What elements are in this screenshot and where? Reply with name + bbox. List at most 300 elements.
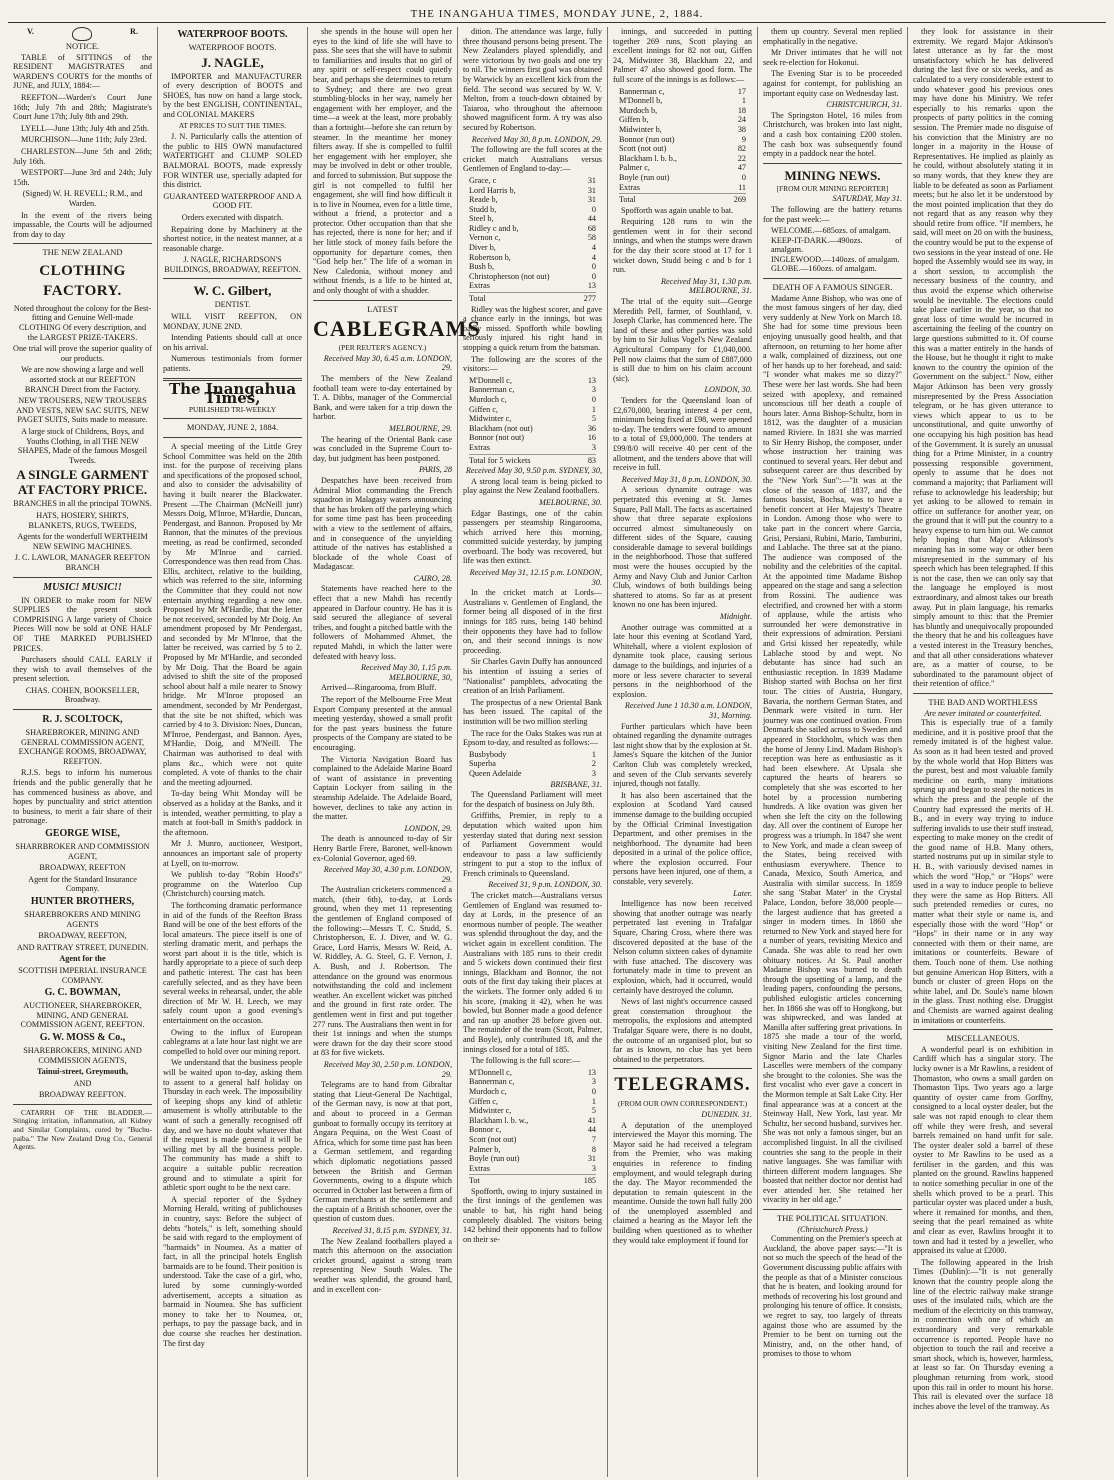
- player-runs: 82: [737, 144, 746, 154]
- player-name: Scott (not out): [469, 1134, 517, 1144]
- cable-paragraph: Another outrage was committed at a late hour this evening at Scotland Yard, Whitehall, where a violent explosion of dynamite took place, causing serious damage to the buildings, and injuries of a more or less severe character to several persons in the neighborhood of the explosion.: [613, 622, 752, 699]
- dateline: Received May 31, 8 p.m. LONDON, 30.: [621, 474, 752, 484]
- cable-paragraph: Arrived—Ringarooma, from Bluff.: [321, 683, 437, 693]
- hunter-text: SHAREBROKERS AND MINING AGENTS: [24, 909, 141, 929]
- scoltock-title: R. J. SCOLTOCK,: [42, 714, 123, 726]
- player-runs: 13: [587, 281, 596, 291]
- cable-paragraph: Tenders for the Queensland loan of £2,670,000, bearing interest 4 per cent, minimum being fixed at £98, were opened to-day. The tenders were found to amount to a total of £9,000,000. The tenders at £99/8/0 will receive 40 per cent of the allotment, and the tenders above that will receive in full.: [613, 395, 752, 473]
- column-2: [158, 27, 308, 1477]
- player-name: Bonnor (not out): [469, 433, 525, 443]
- cable-paragraph: Further particulars which have been obtained regarding the dynamite outrages last night show that by the explosion at St. James's Square the kitchen of the Junior Carlton Club was completely wrecked, and seven of the Club servants severely injured, though not fatally.: [613, 721, 752, 789]
- score-total: [469, 292, 596, 304]
- cable-paragraph: Spofforth was again unable to bat.: [621, 205, 734, 215]
- wise-text: BROADWAY, REEFTON: [39, 863, 126, 873]
- score-row: [619, 183, 746, 193]
- dateline: Received May 31, 1.30 p.m. MELBOURNE, 31.: [661, 276, 752, 296]
- player-runs: 0: [591, 394, 596, 404]
- gilbert-text: WILL VISIT REEFTON, ON MONDAY, JUNE 2ND.: [163, 312, 302, 331]
- score-row: [619, 106, 746, 116]
- score-row: [469, 395, 596, 405]
- player-runs: 13: [587, 375, 596, 385]
- factory-sub: THE NEW ZEALAND: [42, 247, 123, 258]
- wise-text: SHARRBROKER AND COMMISSION AGENT,: [15, 842, 150, 861]
- garment-text: HATS, HOSIERY, SHIRTS, BLANKETS, RUGS, TWEEDS,: [28, 510, 137, 530]
- battery-return: INGLEWOOD.—140ozs. of amalgam.: [771, 254, 900, 264]
- article-paragraph: The following appeared in the Irish Times (Dublin):—"It is not generally known that the country people along the line of the electric railway make strange uses of the insulated rails, which are the medium of the electricity on this tramway, in connection with one of which an extraordinary and very remarkable occurrence is reported. People have no objection to touch the rail and receive a smart shock, which is, however, harmless, at least so far. On Thursday evening a ploughman returning from work, stood upon this rail in order to mount his horse. This rail is elevated over the surface 18 inches above the level of the tramway. As: [913, 1257, 1053, 1411]
- cablegrams-title: CABLEGRAMS: [313, 316, 481, 342]
- player-name: Midwinter c,: [469, 414, 512, 424]
- player-name: Midwinter b,: [619, 124, 662, 134]
- player-name: Christopherson (not out): [469, 271, 550, 281]
- player-runs: 4: [591, 252, 596, 262]
- dateline: LONDON, 30.: [704, 385, 752, 395]
- score-row: [469, 1154, 596, 1164]
- score-row: [619, 135, 746, 145]
- player-runs: 31: [587, 185, 596, 195]
- cable-paragraph: The Australian cricketers commenced a match, (their 6th), to-day, at Lords ground, when they met 11 representing the gentlemen of England composed of the following:—Messrs T. C. Studd, S. Christopherson, E. J. Diver, and W. G. Grace, Lord Harris, Messrs W. Reid, A. W. Riddley, A. G. Steel, G. F. Vernon, J. A. Bush, and J. Robertson. The attendance on the ground was enormous notwithstanding the cold and inclement weather. An excellent wicket was pitched and the ground in first rate order. The gentlemen went in first and put together 277 runs. The Australians then went in for their 1st innings and when the stumps were drawn for the day their score stood at 83 for five wickets.: [313, 885, 452, 1058]
- divider: [163, 418, 302, 419]
- dateline: SATURDAY, May 31.: [832, 194, 902, 204]
- dateline: BRISBANE, 31.: [550, 779, 602, 789]
- notice-reefton: REEFTON—Warden's Court June 16th; July 7th and 28th; Magistrate's Court June 17th; July 8th and 29th.: [13, 92, 152, 122]
- player-name: Boyle (run out): [469, 1154, 520, 1164]
- score-row: [469, 1077, 596, 1087]
- notice-lyell: LYELL—June 13th; July 4th and 25th.: [21, 123, 149, 133]
- player-name: M'Donnell b,: [619, 96, 663, 106]
- dateline: DUNEDIN. 31.: [701, 1109, 752, 1119]
- music-text: Purchasers should CALL EARLY if they wish to avail themselves of the present selection.: [13, 655, 152, 684]
- dateline: PARIS, 28: [418, 465, 452, 475]
- notice-westport: WESTPORT—June 3rd and 24th; July 15th.: [13, 168, 152, 187]
- player-name: Robertson b,: [469, 252, 511, 262]
- score-row: [469, 1125, 596, 1135]
- player-name: Murdoch c,: [469, 394, 507, 404]
- royal-arms: [27, 27, 138, 41]
- player-name: Boyle (run out): [619, 172, 670, 182]
- nagle-text: IMPORTER and MANUFACTURER of every description of BOOTS and SHOES, has now on hand a large stock, by the best ENGLISH, CONTINENTAL, and COLONIAL MAKERS: [163, 71, 302, 119]
- notice-charleston: CHARLESTON—June 5th and 26th; July 16th.: [13, 146, 152, 166]
- garment-title: A SINGLE GARMENT AT FACTORY PRICE.: [16, 467, 149, 498]
- player-runs: 3: [591, 1077, 596, 1087]
- column-6: [758, 27, 908, 1477]
- article-paragraph: Mr J. Munro, auctioneer, Westport, announces an important sale of property at Lyell, on to-morrow.: [163, 839, 302, 868]
- garment-text: Agents for the wonderfull WERTHEIM NEW SEWING MACHINES.: [17, 532, 148, 551]
- column-1: [8, 27, 158, 1477]
- player-runs: 0: [591, 262, 596, 272]
- player-runs: 5: [591, 1106, 596, 1116]
- player-runs: 38: [737, 124, 746, 134]
- hunter-title: HUNTER BROTHERS,: [30, 895, 135, 907]
- player-name: Bannerman c,: [469, 1077, 515, 1087]
- notice-body: TABLE of SITTINGS of the RESIDENT MAGISTRATES and WARDEN'S COURTS for the months of JUNE, and JULY, 1884:—: [13, 52, 152, 91]
- player-name: Extras: [469, 281, 490, 291]
- divider: [163, 437, 302, 438]
- hunter-text: AND RATTRAY STREET, DUNEDIN.: [16, 942, 149, 952]
- total-label: Tot: [469, 1176, 480, 1186]
- player-runs: 1: [741, 96, 746, 106]
- nagle-signature: J. NAGLE, RICHARDSON'S BUILDINGS, BROADWAY, REEFTON.: [164, 255, 301, 274]
- player-name: Bonnor (run out): [619, 134, 675, 144]
- article-paragraph: Madame Anne Bishop, who was one of the most famous singers of her day, died very suddenly at New York on March 18. She had for some time previous been enjoying unusually good health, and that afternoon, on returning to her home after a walk, complained of dizziness, out one of her hands up to her forehead, and said: "I wonder what makes me so dizzy?" These were her last words. She had been seized with apoplexy, and remained unconscious till her death a couple of hours later. Anna Bishop-Schultz, born in 1812, was the daughter of a musician named Riviere. In 1831 she was married to Sir Henry Bishop, the composer, under whose instruction her training was continued to several years. Her debut and subsequent career are thus described by the "New York Sun":—"It was at the close of the season of 1837, and the famous bassist, Bochsa, was to have a benefit concert at Her Majesty's Theatre in London. Among those who were to take part in the concert where Garcia, Grisi, Persiani, Rubini, Mario, Tamburini, and Lablache. The three sat at the piano. The audience was composed of the nobility and the celebrities of the capital. At the appointed time Madame Bishop appeared on the stage and sang a selection from Rossini. The audience was electrified, and crowned her with a storm of applause, while the artists who surrounded her were demonstrative in their expressions of admiration. Persiani and Grisi kissed her repeatedly, while Lablache stood by and wept. No debutante has since had such an enthusiastic reception. In 1839 Madame Bishop started with Bochsa on her first tour. The cities of Austria, Hungary, Bavaria, the northern German States, and Denmark were visited in turn. Her journey was one continued ovation. From Denmark she sailed across to Sweden and appeared in Stockholm, which was then the home of Jenny Lind. Madam Bishop's reception was here as enthusiastic as it had been elsewhere. At Upsala she captured the hearts of hearers so completely that she was escorted to her hotel by a procession numbering hundreds. A like ovation was given her when she left the city on the following day. All over the continent of Europe her progress was a triumph. In 1847 she went to New York, and made a clean sweep of the States, being received with enthusiasm everywhere. Thence to Canada, Mexico, South America, and Australia with similar success. In 1859 she sang 'Stabat Mater' in the Crystal Palace, London, before 38,000 people—the largest audience that has greeted a singer in modern times. In 1860 she returned to New York and stayed here for a number of years, revisiting Mexico and Canada. She was able to read her own obituary notices. At St. Paul another Madame Bishop was burned to death through the upsetting of a lamp, and the leading papers, confounding the persons, published eulogistic articles concerning her. In 1866 she was off to Hongkong, but was shipwrecked, and was landed at Manilla after suffering great privations. In 1875 she made a tour of the world, visiting New Zealand for the first time. Signor Mario and the late Charles Lascelles were members of the company she brought to the colonies. She was the first vocalist who ever gave a concert in the Mormon temple at Salt Lake City. Her final appearance was at a concert at the Steinway Hall, New York, last year. Mr Schultz, her second husband, survives her. She was not only a famous singer, but an accomplished linguist. In all the civilised countries she sang to the people in their native languages. She was familiar with thirteen different modern languages. She boasted that neither doctor nor dentist had ever attended her. She retained her vivacity in her old age.": [763, 293, 902, 1205]
- gilbert-text: DENTIST.: [214, 300, 251, 310]
- cable-paragraph: The death is announced to-day of Sir Henry Bartle Frere, Baronet, well-known ex-Colonial Governor, aged 69.: [313, 834, 452, 863]
- bad-title: THE BAD AND WORTHLESS: [928, 696, 1038, 707]
- cable-paragraph: The trial of the equity suit—George Meredith Pell, farmer, of Southland, v. Joseph Clarke, has commenced here. The land of these and other parties was sold by him to Sir Julius Vogel's New Zealand Agricultural Company for £1,040,000. Pell now claims that the sum of £887,000 is still due to him on his claim account (sic).: [613, 297, 752, 383]
- score-row: [469, 205, 596, 215]
- factory-text: NEW TROUSERS, NEW TROUSERS AND VESTS, NEW SAC SUITS, NEW PAGET SUITS, Suits made to measure.: [16, 396, 149, 425]
- article-paragraph: To-day being Whit Monday will be observed as a holiday at the Banks, and it is intended, weather permitting, to play a match at foot-ball in Smith's paddock in the afternoon.: [163, 789, 302, 837]
- nagle-text: AT PRICES TO SUIT THE TIMES.: [178, 120, 287, 130]
- cable-paragraph: The report of the Melbourne Free Meat Export Company presented at the annual meeting yesterday, showed a small profit for the past years business the future prospects of the Company are stated to be encouraging.: [313, 695, 452, 752]
- score-row: [619, 173, 746, 183]
- player-name: Blackham (not out): [469, 423, 533, 433]
- divider: [913, 693, 1053, 694]
- player-name: Bonnor c,: [469, 1125, 502, 1135]
- player-runs: 47: [737, 163, 746, 173]
- cable-paragraph: Sir Charles Gavin Duffy has announced his intention of issuing a series of "Nationalist" pamphlets, advocating the creation of an Irish Parliament.: [463, 657, 602, 696]
- oaks-results: [463, 750, 602, 779]
- wise-title: GEORGE WISE,: [45, 828, 120, 839]
- cable-paragraph: Griffiths, Premier, in reply to a deputation which waited upon him yesterday stated that during next session of Parliament Government would endeavour to pass a law sufficiently stringent to put a stop to the influx of French criminals to Queensland.: [463, 811, 602, 878]
- player-name: Bannerman c,: [469, 385, 515, 395]
- telegram-paragraph: The Evening Star is to be proceeded against for contempt, for publishing an important equity case on Wednesday last.: [763, 69, 902, 98]
- music-text: IN ORDER to make room for NEW SUPPLIES the present stock COMPRISING A large variety of Choice Pieces Will now be sold at ONE HALF OF THE MARKED PUBLISHED PRICES.: [13, 595, 152, 653]
- article-paragraph: she spends in the house will open her eyes to the kind of life she will have to pass. She sees that she will have to submit to familiarities and insults that no girl of any spirit or self-respect could quietly bear, and perhaps she determines to return to Sydney; and there are two great stumbling-blocks in her way, namely her engagement with her employer, and the time—a week at the least, more probably than a fortnight—before she can return by steamer. In the meantime her money filters away. If she is compelled to fulfil her engagement with her employer, she may be involved in debt or other trouble, and forced to submission. But suppose the girl is not compelled to fulfil her engagement, she will find how difficult it is to live in Noumea, even for a little time, without a friend, a protector and a protector. Other occupation than that she has rejected, there is none for her; and if her little stock of money fails before the opportunity for departure comes, then "God help her." The life of a woman in New Caledonia, without money and without friends, is a life to be hinted at, and only thought of with a shudder.: [313, 27, 452, 296]
- player-name: M'Donnell c,: [469, 375, 512, 385]
- moss-text: SHAREBROKERS, MINING AND COMMISSION AGENTS,: [23, 1045, 142, 1065]
- gilbert-text: Numerous testimonials from former patients.: [163, 354, 302, 374]
- player-runs: 7: [591, 1134, 596, 1144]
- hunter-text: SCOTTISH IMPERIAL INSURANCE COMPANY.: [18, 965, 147, 985]
- article-paragraph: A special meeting of the Little Grey School Committee was held on the 28th inst. for the purpose of receiving plans and specifications of the proposed school, and also to consider the advisability of having it built nearer the Blackwater. Present —The Chairman (McNeill junr) Messrs Doig, M'Inroe, M'Hardie, Duncan, Pendergast, and Bannon. Proposed by Mr Bannon, that the minutes of the previous meeting, as read be confirmed, seconded by Mr M'Inroe and carried. Correspondence was then read from Chas. Ellis, architect, relative to the building, which was referred to the site, informing the Committee that they could not now entertain anything regarding a new one. Proposed by Mr M'Hardie, that the letter be not received, seconded by Mr Doig. An amendment proposed by Mr Pendergast, and seconded by Mr M'Inroe, that the latter be received, was carried by 5 to 2. Proposed by Mr M'Hardie, and seconded by Mr Doig. That the Board be again advised to shift the site of the proposed school about half a mile nearer to Snowy bridge. Mr M'Inroe proposed an amendment, seconded by Mr Pendergast, that the site be not shifted, which was carried by 4 to 3. Division: Noes, Duncan, M'Inroe, Pendergast, and Bannon. Ayes, M'Hardie, Doig, and M'Neill. The Chairman was authorised to deal with plans &c., which were not quite completed. A vote of thanks to the chair and the meeting adjourned.: [163, 442, 302, 787]
- telegrams-title: TELEGRAMS.: [614, 1074, 751, 1096]
- factory-text: We are now showing a large and well assorted stock at our REEFTON BRANCH Direct from the Factory.: [21, 365, 144, 394]
- moss-title: G. W. MOSS & Co.,: [39, 1031, 126, 1043]
- total-label: Total: [619, 195, 636, 205]
- dateline: Received May 30, 2.50 p.m. LONDON, 29.: [323, 1059, 452, 1079]
- garment-text: BRANCHES in all the principal TOWNS.: [13, 499, 152, 509]
- article-paragraph: This is especially true of a family medicine, and it is positive proof that the remedy imitated is of the highest value. As soon as it had been tested and proved by the whole world that Hop Bitters was the purest, best and most valuable family medicine on earth, many imitations sprung up and began to steal the notices in which the press and the people of the Country had expressed the merits of H. B., and in every way trying to induce suffering invalids to use their stuff instead, expecting to make money on the credit of the good name of H.B. Many others, started nostrums put up in similar style to H. B., with variously devised names in which the word "Hop," or "Hops" were used in a way to induce people to believe they were the same as Hop Bitters. All such pretended remedies or cures, no matter what their style or name is, and especially those with the word "Hop" or "Hops" in their name or in any way connected with them or their name, are imitations or counterfeits. Beware of them. Touch none of them. Use nothing but genuine American Hop Bitters, with a bunch or cluster of green Hops on the white label, and Dr. Soule's name blown in the glass. Trust nothing else. Druggist and Chemists are warned against dealing in imitations or counterfeits.: [913, 718, 1053, 1025]
- player-name: Studd b,: [469, 204, 497, 214]
- score-row: [469, 443, 596, 453]
- player-runs: 17: [737, 86, 746, 96]
- score-row: [469, 243, 596, 253]
- score-row: [469, 1145, 596, 1155]
- wise-text: Agent for the Standard Insurance Company.: [28, 874, 137, 894]
- score-row: [469, 233, 596, 243]
- dateline: CAIRO, 28.: [413, 573, 452, 583]
- vr-r: R.: [130, 27, 138, 36]
- cable-paragraph: Edgar Bastings, one of the cabin passengers per steamship Ringarooma, which arrived here this morning, committed suicide yesterday, by jumping overboard. The body was recovered, but life was then extinct.: [463, 508, 602, 566]
- bad-sub: Are never imitated or counterfeited.: [924, 708, 1042, 718]
- score-total: [619, 193, 746, 205]
- divider: [763, 278, 902, 279]
- dateline: CHRISTCHURCH, 31.: [826, 100, 902, 110]
- score-row: [469, 1097, 596, 1107]
- cable-paragraph: In the cricket match at Lords—Australians v. Gentlemen of England, the former being all disposed of in the first innings for 185 runs, being 140 behind their opponents they have had to follow on, and their second innings is now proceeding.: [463, 588, 602, 655]
- player-runs: 1: [591, 404, 596, 414]
- player-name: Extras: [469, 1163, 490, 1173]
- divider: [13, 1104, 152, 1105]
- player-name: Murdoch c,: [469, 1086, 507, 1096]
- cable-paragraph: Intelligence has now been received showing that another outrage was nearly perpetrated last evening in Trafalgar Square, Charing Cross, where there was discovered deposited at the base of the Nelson column sixteen cakes of dynamite with fuse attached. The discovery was fortunately made in time to prevent an explosion, which, had it occurred, would certainly have destroyed the column.: [613, 899, 752, 995]
- player-runs: 0: [591, 271, 596, 281]
- cable-paragraph: Ridley was the highest scorer, and gave a chance early in the innings, but was badly missed. Spofforth while bowling seriously injured his right hand in stopping a quick return from the batsman.: [463, 304, 602, 352]
- article-paragraph: We publish to-day "Robin Hood's" programme on the Waterloo Cup (Christchurch) coursing match.: [163, 870, 302, 899]
- dateline: MELBOURNE, 29.: [389, 423, 452, 433]
- score-row: [469, 1106, 596, 1116]
- player-runs: 22: [737, 153, 746, 163]
- player-runs: 8: [591, 1144, 596, 1154]
- score-table-3: [463, 1068, 602, 1174]
- cable-pre: LATEST: [367, 303, 398, 314]
- player-runs: 3: [591, 442, 596, 452]
- player-name: Palmer b,: [469, 1144, 501, 1154]
- dateline: Received 31, 9 p.m. LONDON, 30.: [488, 880, 602, 890]
- cable-paragraph: The following are the full scores at the cricket match Australians versus Gentlemen of England to-day:—: [463, 145, 602, 174]
- columns: [8, 27, 1106, 1477]
- masthead-date: MONDAY, JUNE 2, 1884.: [186, 422, 279, 433]
- player-runs: 3: [591, 1163, 596, 1173]
- score-row: [469, 272, 596, 282]
- telegram-paragraph: A deputation of the unemployed interviewed the Mayor this morning. The Mayor said he had received a telegram from the Premier, who was making enquiries in reference to finding employment, and would telegraph during the day. The Mayor recommended the deputation to remain quiescent in the meantime. Outside the town hall fully 200 of the unemployed assembled and claimed a hearing as the Mayor left the building when questioned as to whether they would take employment if found for: [613, 1120, 752, 1245]
- boots-sub: WATERPROOF BOOTS.: [188, 42, 277, 52]
- player-name: Busbybody: [469, 749, 507, 759]
- music-text: CHAS. COHEN, BOOKSELLER, Broadway.: [25, 685, 140, 705]
- player-name: Giffen c,: [469, 1096, 498, 1106]
- player-runs: 44: [587, 1125, 596, 1135]
- masthead-sub: PUBLISHED TRI-WEEKLY: [188, 404, 277, 414]
- player-name: Vernon c,: [469, 233, 501, 243]
- crest-icon: [72, 27, 92, 41]
- article-paragraph: Commenting on the Premier's speech at Auckland, the above paper says:—"It is not so much the speech of the head of the Government discussing public affairs with the people as that of a Minister conscious that he is beaten, and looking around for methods of recovering his lost ground and prolonging his tenure of office. It consists, we regret to say, too largely of threats against those who are assumed by the Premier to be bent on turning out the Ministry, and, on the other hand, of promises to those to whom: [763, 1234, 903, 1359]
- total-runs: 277: [583, 294, 596, 304]
- telegrams-sub: (FROM OUR OWN CORRESPONDENT.): [617, 1099, 748, 1109]
- divider: [13, 243, 152, 244]
- nagle-text: GUARANTEED WATERPROOF AND A GOOD FIT.: [163, 191, 302, 211]
- player-runs: 16: [587, 433, 596, 443]
- dateline: MELBOURNE, 30.: [539, 497, 602, 507]
- score-row: [619, 115, 746, 125]
- total-label: Total for 5 wickets: [469, 455, 531, 465]
- player-name: Extras: [469, 442, 490, 452]
- player-runs: 1: [591, 1096, 596, 1106]
- score-row: [619, 144, 746, 154]
- score-row: [469, 186, 596, 196]
- score-row: [469, 759, 596, 769]
- score-row: [469, 253, 596, 263]
- column-7: [908, 27, 1058, 1477]
- mining-paragraph: The following are the battery returns for the past week:—: [763, 204, 902, 224]
- cablegrams-sub: (PER REUTER'S AGENCY.): [338, 343, 427, 353]
- dateline: Received May 30, 9.50 p.m. SYDNEY, 30,: [465, 466, 602, 476]
- player-name: Reade b,: [469, 195, 498, 205]
- player-runs: 0: [741, 172, 746, 182]
- divider: [763, 163, 902, 164]
- player-name: Scott (not out): [619, 144, 667, 154]
- scoltock-text: R.J.S. begs to inform his numerous friends and the public generally that he has commenced business as above, and hopes by punctuality and strict attention to business, to merit a fair share of their patronage.: [13, 768, 152, 826]
- telegram-paragraph: Mr Driver intimates that he will not seek re-election for Hokonui.: [763, 48, 902, 67]
- divider: [13, 709, 152, 710]
- cable-paragraph: Spofforth, owing to injury sustained in the first innings of the gentlemen was unable to bat, his right hand being completely disabled. The visitors being 142 behind their opponents had to follow on their se-: [463, 1186, 602, 1244]
- boots-title: WATERPROOF BOOTS.: [177, 29, 288, 40]
- score-row: [469, 214, 596, 224]
- article-paragraph: We understand that the business people will be waited upon to-day, asking them to assent to a general half holiday on Thursday in each week. The impossibility of keeping shops any kind of athletic amusement is wholly attributable to the want of such a generally recognised off day, and we have no doubt whatever that if the request is made general it will be willing met by all the business people. The community has made a shift to acquire a suitable public recreation ground and to stimulate a spirit for athletic sport ought to be the next care.: [163, 1058, 302, 1193]
- battery-return: GLOBE.—160ozs. of amalgam.: [771, 264, 877, 274]
- score-row: [469, 433, 596, 443]
- telegram-paragraph: The Springston Hotel, 16 miles from Christchurch, was broken into last night, and a cash box containing £200 stolen. The cash box was subsequently found empty in a paddock near the hotel.: [763, 110, 902, 159]
- divider: [163, 278, 302, 279]
- divider: [763, 1209, 902, 1210]
- player-name: Queen Adelaide: [469, 768, 522, 778]
- player-name: Blackham l. b. b.,: [619, 153, 677, 163]
- player-name: Giffen c,: [469, 404, 498, 414]
- column-4: [458, 27, 608, 1477]
- garment-text: J. C. LAWLOR, MANAGER REEFTON BRANCH: [14, 553, 151, 572]
- player-runs: 24: [737, 115, 746, 125]
- scoltock-text: SHAREBROKER, MINING AND GENERAL COMMISSION AGENT, EXCHANGE ROOMS, BROADWAY, REEFTON.: [18, 728, 147, 766]
- dateline: Received May 30, 8 p.m. LONDON, 29.: [471, 134, 602, 144]
- dateline: Received 31, 8.15 p.m. SYDNEY, 31.: [332, 1226, 452, 1236]
- death-title: DEATH OF A FAMOUS SINGER.: [772, 282, 893, 293]
- dateline: Received June 1 10.30 a.m. LONDON, 31, Morning.: [624, 701, 752, 720]
- bowman-text: AUCTIONEER, SHAREBROKER, MINING, AND GENERAL COMMISSION AGENT, REEFTON.: [20, 1001, 145, 1030]
- score-row: [469, 1135, 596, 1145]
- score-row: [469, 224, 596, 234]
- article-paragraph: The forthcoming dramatic performance in aid of the funds of the Reefton Brass Band will be one of the best efforts of the local amateurs. The piece itself is one of sterling dramatic merit, and perhaps the worst part about it is the title, which is hardly appropriate to a piece of such deep and pathetic interest. The cast has been carefully selected, and as they have been several weeks in rehearsal, under, the able direction of Mr W. H. Leech, we may safely count upon a good evening's entertainment on the occasion.: [163, 900, 302, 1026]
- battery-return: KEEP-IT-DARK.—490ozs. of amalgam.: [771, 235, 902, 255]
- nagle-text: Repairing done by Machinery at the shortest notice, in the neatest manner, at a reasonable charge.: [163, 224, 302, 253]
- player-name: Ridley c and b,: [469, 223, 519, 233]
- notice-murchison: MURCHISON—June 11th; July 23rd.: [21, 135, 147, 145]
- score-row: [469, 1068, 596, 1078]
- gilbert-title: W. C. Gilbert,: [193, 283, 272, 299]
- bowman-title: G. C. BOWMAN,: [44, 987, 121, 999]
- mining-title: MINING NEWS.: [784, 167, 881, 183]
- cable-paragraph: The following is the full score:—: [471, 1056, 581, 1066]
- divider: [313, 300, 452, 301]
- running-head: THE INANGAHUA TIMES, MONDAY JUNE, 2, 1884.: [8, 6, 1106, 23]
- catarrh-ad: CATARRH OF THE BLADDER.—Stinging irritation, inflammation, all Kidney and Similar Complaints, cured by "Buchu-paiba." The New Zealand Drug Co., General Agents.: [13, 1107, 152, 1152]
- player-runs: 31: [587, 195, 596, 205]
- cable-paragraph: Statements have reached here to the effect that a new Mahdi has recently appeared in Darfour country. He has it is said secured the allegiance of several tribes, and fought a pitched battle with the followers of Mohammed Ahmet, the reputed Mahdi, in which the latter were defeated with heavy loss.: [313, 584, 452, 661]
- battery-returns: [763, 226, 902, 274]
- player-runs: 36: [587, 423, 596, 433]
- player-runs: 11: [738, 182, 746, 192]
- moss-text: AND: [73, 1078, 92, 1088]
- total-runs: 269: [733, 195, 746, 205]
- player-runs: 44: [587, 214, 596, 224]
- moss-text: Tainui-street, Greymouth,: [36, 1067, 129, 1077]
- cable-paragraph: Despatches have been received from Admiral Miot commanding the French squadron in Malagasy waters announcing that he has broken off the parleying which for some time past has been proceeding with a view to the settlement of affairs, and in consequence of the unyielding attitude of the natives has established a blockade of the whole Coast of Madagascar.: [313, 475, 452, 572]
- political-title: THE POLITICAL SITUATION.: [777, 1213, 888, 1224]
- score-row: [469, 750, 596, 760]
- player-runs: 58: [587, 233, 596, 243]
- cable-paragraph: The Queensland Parliament will meet for the despatch of business on July 8th.: [463, 790, 602, 809]
- player-name: Grace, c: [469, 175, 497, 185]
- cable-paragraph: The prospectus of a new Oriental Bank has been issued. The capital of the institution will be two million sterling: [463, 697, 602, 726]
- score-total: [469, 454, 596, 466]
- player-name: Blackham l. b. w.,: [469, 1115, 529, 1125]
- player-runs: 2: [591, 759, 596, 769]
- player-runs: 5: [591, 414, 596, 424]
- music-title: MUSIC! MUSIC!!: [43, 581, 122, 593]
- notice-signature: (Signed) W. H. REVELL; R.M., and Warden.: [22, 189, 143, 208]
- score-row: [469, 376, 596, 386]
- misc-title: MISCELLANEOUS.: [946, 1033, 1020, 1044]
- player-name: Extras: [619, 182, 640, 192]
- player-name: Giffen b,: [619, 115, 649, 125]
- dateline: LONDON, 29.: [404, 823, 452, 833]
- dateline: Received May 30, 4.30 p.m. LONDON, 29.: [323, 865, 452, 884]
- score-row: [469, 1087, 596, 1097]
- divider: [13, 577, 152, 578]
- score-table-1: [463, 176, 602, 291]
- score-row: [469, 1164, 596, 1174]
- player-runs: 31: [587, 1154, 596, 1164]
- telegram-paragraph: them up country. Several men replied emphatically in the negative.: [763, 27, 902, 46]
- article-paragraph: A special reporter of the Sydney Morning Herald, writing of publichouses in country, says: Before the subject of debts "hotels," is left, something should be said with regard to the employment of "barmaids" in Noumea. As a matter of fact, in all the principal hotels English barmaids are to be found. Their position is understood. Take the case of a girl, who, lured by some cunningly-worded advertisement, accepts a situation as barmaid in Noumea. She has sufficient money to take her to Noumea, or, perhaps, to pay the passage back, and in due course she reaches her destination. The first day: [163, 1194, 303, 1348]
- cable-paragraph: The members of the New Zealand football team were to-day entertained by T. A. Dibbs, manager of the Commercial Bank, and were taken for a trip down the harbor.: [313, 374, 452, 422]
- player-runs: 68: [587, 223, 596, 233]
- factory-text: Noted throughout the colony for the Best-fitting and Genuine Well-made CLOTHING Of every description, and the LARGEST PRIZE-TAKERS.: [13, 303, 152, 342]
- cable-paragraph: A strong local team is being picked to play against the New Zealand footballers.: [463, 476, 602, 496]
- article-paragraph: A wonderful pearl is on exhibition in Cardiff which has a singular story. The lucky owner is a Mr Rawlins, a resident of Thomaston, who owns a small garden on Thomaston Tips. Two years ago a large quantity of oyster came from Gorffny, consigned to a local oyster dealer, but the sale was not rapid enough to clear them off while they were fresh, and several barrels remained on hand unfit for sale. The oyster dealer sold a barrel of these oyster to Mr Rawlins to be used as a fertiliser in the garden, and this was planted on the ground. Rawlins happened to notice something peculiar in one of the shells which proved to be a pearl. This particular oyster was placed under a bush, where it remained for months, and then, seeing that the pearl remained as white and clear as ever, Rawlins brought it to town and had it tested by a jeweller, who appraised its value at £2000.: [913, 1044, 1053, 1256]
- cable-paragraph: innings, and succeeded in putting together 269 runs, Scott playing an excellent innings for 82 not out, Giffen 24, Midwinter 38, Blackham 22, and Palmer 47 also showed good form. The full score of the innings is as follows:—: [613, 27, 752, 84]
- player-runs: 1: [591, 749, 596, 759]
- score-row: [469, 769, 596, 779]
- player-runs: 3: [591, 385, 596, 395]
- score-row: [469, 424, 596, 434]
- cable-paragraph: The hearing of the Oriental Bank case was concluded in the Supreme Court to-day, but judgment has been postponed.: [313, 434, 452, 463]
- score-row: [469, 414, 596, 424]
- divider: [613, 1068, 752, 1069]
- cable-paragraph: The cricket match—Australians versus Gentlemen of England was resumed to-day at Lords, in the presence of an enormous number of people. The weather was splendid throughout the day, and the wicket again in excellent condition. The Australians with 185 runs to their credit and 5 wickets down continued their first innings, Blackham and Bonnor, the not outs of the first day taking their places at the wickets. The former only added 6 to his score, (making it 42), when he was bowled, but Bonner made a good defence and ran up another 28 before given out. The remainder of the team (Scott, Palmer, and Boyle), only contributed 18, and the innings closed for a total of 185.: [463, 891, 602, 1054]
- score-row: [469, 195, 596, 205]
- factory-text: A large stock of Childrens, Boys, and Youths Clothing, in all THE NEW SHAPES, Made of the famous Mosgeil Tweeds.: [17, 427, 148, 465]
- player-runs: 0: [591, 204, 596, 214]
- player-name: Bush b,: [469, 262, 495, 272]
- player-runs: 31: [587, 175, 596, 185]
- cable-paragraph: Requiring 128 runs to win the gentlemen went in for their second innings, and when the stumps were drawn for the day their score stood at 17 for 1 wicket down, Studd being c and b for 1 run.: [613, 217, 752, 275]
- nagle-text: J. N. Particularly calls the attention of the public to HIS OWN manufactured WATERTIGHT and CLUMP SOLED BALMORAL BOOTS, made expressly FOR WINTER use, specially adapted for this district.: [163, 132, 302, 190]
- player-runs: 0: [591, 1086, 596, 1096]
- total-runs: 83: [587, 455, 596, 465]
- player-name: Superba: [469, 759, 496, 769]
- score-row: [619, 163, 746, 173]
- cable-paragraph: The Victoria Navigation Board has complained to the Adelaide Marine Board of want of assistance in preventing Captain Lockyer from sailing in the steamship Adelaide. The Adelaide Board, however, declines to take any action in the matter.: [313, 754, 452, 822]
- score-row: [619, 154, 746, 164]
- notice-rivers: In the event of the rivers being impassable, the Courts will be adjourned from day to day: [13, 210, 152, 239]
- masthead-title: The Inangahua Times,: [168, 379, 297, 408]
- score-row: [619, 125, 746, 135]
- column-5: [608, 27, 758, 1477]
- score-row: [469, 176, 596, 186]
- player-runs: 4: [591, 243, 596, 253]
- player-name: M'Donnell c,: [469, 1067, 512, 1077]
- cable-paragraph: News of last night's occurrence caused great consternation throughout the metropolis, the explosions and attempted Trafalgar Square were, there is no doubt, the outcome of an organised plot, but so far as is known, no clue has yet been obtained to the perpetrators.: [613, 997, 752, 1064]
- player-runs: 9: [741, 134, 746, 144]
- hunter-text: Agent for the: [59, 954, 106, 964]
- score-total: [469, 1174, 596, 1186]
- factory-title: CLOTHING FACTORY.: [39, 262, 126, 299]
- dateline: Midnight.: [719, 612, 752, 622]
- cable-paragraph: The following are the scores of the visitors:—: [463, 354, 602, 374]
- cable-paragraph: It has also been ascertained that the explosion at Scotland Yard caused immense damage to the building occupied by the Official Criminal Investigation Department, and other premises in the neighborhood. The dynamite had been deposited in a urinal of the police office, where the explosion occurred. Four persons have been injured, one of them, a constable, very severely.: [613, 790, 752, 887]
- cable-paragraph: Telegrams are to hand from Gibraltar stating that Lieut-General De Nachtigal, of the German navy, is now at that port, and about to proceed in a German gunboat to formally occupy its territory at Angara Pequina, on the West Coast of Africa, which for some time past has been a German settlement, and regarding which diplomatic negotiations passed between the British and German Governments, owing to a dispute which occurred in October last between a firm of German merchants at the settlement and the captain of a British schooner, over the question of custom dues.: [313, 1080, 452, 1224]
- nagle-title: J. NAGLE,: [201, 54, 264, 70]
- player-name: Lord Harris b,: [469, 185, 516, 195]
